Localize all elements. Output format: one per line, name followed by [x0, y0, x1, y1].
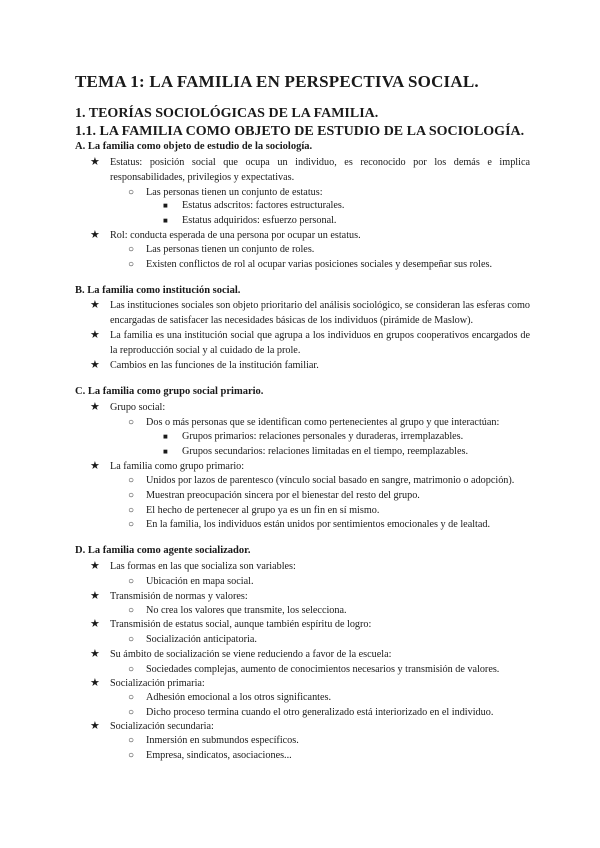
star-bullet-icon: ★ [90, 460, 100, 472]
circle-bullet-icon: ○ [128, 605, 135, 616]
circle-bullet-icon: ○ [128, 634, 135, 645]
circle-bullet-icon: ○ [128, 244, 135, 255]
familia-institucion-item: La familia es una institución social que agrupa a los individuos en grupos cooperativos encargados de la reproducción social y al cuidado de la prole. [110, 330, 530, 356]
familia-grupo-primario: La familia como grupo primario: [110, 461, 245, 472]
rol-definition: Rol: conducta esperada de una persona por ocupar un estatus. [110, 230, 361, 241]
estatus-sub: Las personas tienen un conjunto de estatus: [146, 187, 323, 198]
star-bullet-icon: ★ [90, 590, 100, 602]
heading-teorias: 1. TEORÍAS SOCIOLÓGICAS DE LA FAMILIA. [75, 106, 379, 121]
cambios-item: Cambios en las funciones de la institución familiar. [110, 360, 319, 371]
estatus-adquiridos: Estatus adquiridos: esfuerzo personal. [182, 215, 337, 226]
instituciones-item: Las instituciones sociales son objeto prioritario del análisis sociológico, se consideran las esferas como encargadas de satisfacer las necesidades básicas de los individuos (pirámide de Maslow). [110, 300, 530, 326]
star-bullet-icon: ★ [90, 299, 100, 311]
square-bullet-icon: ■ [163, 447, 168, 456]
circle-bullet-icon: ○ [128, 475, 135, 486]
circle-bullet-icon: ○ [128, 505, 135, 516]
secundaria-sub-2: Empresa, sindicatos, asociaciones... [146, 750, 292, 761]
formas-sub: Ubicación en mapa social. [146, 576, 254, 587]
section-c-title: C. La familia como grupo social primario. [75, 386, 264, 397]
familia-sub-3: El hecho de pertenecer al grupo ya es un fin en sí mismo. [146, 505, 380, 516]
square-bullet-icon: ■ [163, 201, 168, 210]
circle-bullet-icon: ○ [128, 417, 135, 428]
transmision-normas: Transmisión de normas y valores: [110, 591, 248, 602]
circle-bullet-icon: ○ [128, 187, 135, 198]
star-bullet-icon: ★ [90, 648, 100, 660]
familia-sub-4: En la familia, los individuos están unidos por sentimientos emocionales y de lealtad. [146, 519, 491, 530]
circle-bullet-icon: ○ [128, 735, 135, 746]
familia-sub-1: Unidos por lazos de parentesco (vínculo social basado en sangre, matrimonio o adopción). [146, 475, 515, 486]
star-bullet-icon: ★ [90, 618, 100, 630]
section-b-title: B. La familia como institución social. [75, 285, 241, 296]
heading-objeto-estudio: 1.1. LA FAMILIA COMO OBJETO DE ESTUDIO DE LA SOCIOLOGÍA. [75, 124, 525, 139]
star-bullet-icon: ★ [90, 720, 100, 732]
star-bullet-icon: ★ [90, 229, 100, 241]
formas-socializa: Las formas en las que socializa son variables: [110, 561, 296, 572]
star-bullet-icon: ★ [90, 677, 100, 689]
circle-bullet-icon: ○ [128, 692, 135, 703]
grupos-primarios: Grupos primarios: relaciones personales y duraderas, irremplazables. [182, 431, 464, 442]
estatus-definition: Estatus: posición social que ocupa un individuo, es reconocido por los demás e implica responsabilidades, privilegios y expectativas. [110, 157, 530, 183]
star-bullet-icon: ★ [90, 329, 100, 341]
circle-bullet-icon: ○ [128, 576, 135, 587]
rol-sub-2: Existen conflictos de rol al ocupar varias posiciones sociales y desempeñar sus roles. [146, 259, 492, 270]
star-bullet-icon: ★ [90, 401, 100, 413]
square-bullet-icon: ■ [163, 216, 168, 225]
ambito-socializacion: Su ámbito de socialización se viene reduciendo a favor de la escuela: [110, 649, 392, 660]
circle-bullet-icon: ○ [128, 490, 135, 501]
circle-bullet-icon: ○ [128, 259, 135, 270]
secundaria-sub-1: Inmersión en submundos específicos. [146, 735, 299, 746]
socializacion-secundaria: Socialización secundaria: [110, 721, 214, 732]
square-bullet-icon: ■ [163, 432, 168, 441]
normas-sub: No crea los valores que transmite, los selecciona. [146, 605, 347, 616]
primaria-sub-1: Adhesión emocional a los otros significantes. [146, 692, 332, 703]
circle-bullet-icon: ○ [128, 664, 135, 675]
estatus-adscritos: Estatus adscritos: factores estructurales. [182, 200, 345, 211]
circle-bullet-icon: ○ [128, 707, 135, 718]
primaria-sub-2: Dicho proceso termina cuando el otro generalizado está interiorizado en el individuo. [146, 707, 494, 718]
circle-bullet-icon: ○ [128, 519, 135, 530]
section-d-title: D. La familia como agente socializador. [75, 545, 251, 556]
star-bullet-icon: ★ [90, 560, 100, 572]
estatus-sub-d: Socialización anticipatoria. [146, 634, 257, 645]
grupo-social: Grupo social: [110, 402, 166, 413]
familia-sub-2: Muestran preocupación sincera por el bienestar del resto del grupo. [146, 490, 420, 501]
grupo-social-sub: Dos o más personas que se identifican como pertenecientes al grupo y que interactúan: [146, 417, 500, 428]
star-bullet-icon: ★ [90, 156, 100, 168]
circle-bullet-icon: ○ [128, 750, 135, 761]
ambito-sub: Sociedades complejas, aumento de conocimientos necesarios y transmisión de valores. [146, 664, 500, 675]
rol-sub-1: Las personas tienen un conjunto de roles. [146, 244, 315, 255]
grupos-secundarios: Grupos secundarios: relaciones limitadas en el tiempo, reemplazables. [182, 446, 469, 457]
socializacion-primaria: Socialización primaria: [110, 678, 205, 689]
section-a-title: A. La familia como objeto de estudio de la sociología. [75, 141, 313, 152]
transmision-estatus: Transmisión de estatus social, aunque también espíritu de logro: [110, 619, 372, 630]
page-title: TEMA 1: LA FAMILIA EN PERSPECTIVA SOCIAL. [75, 72, 479, 91]
star-bullet-icon: ★ [90, 359, 100, 371]
